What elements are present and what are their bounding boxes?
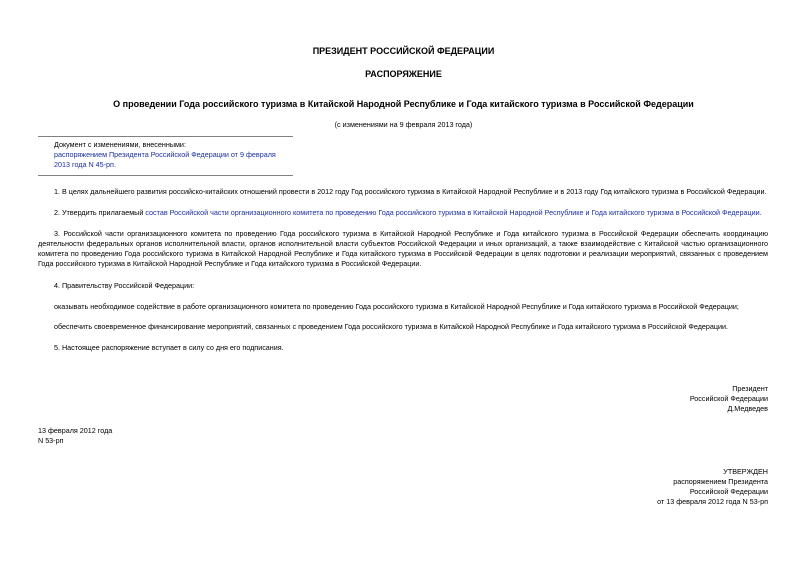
paragraph-5: 5. Настоящее распоряжение вступает в силу со дня его подписания. <box>54 343 284 352</box>
date-block <box>38 426 112 446</box>
document-date: 13 февраля 2012 года <box>38 426 113 435</box>
paragraph-4: 4. Правительству Российской Федерации: <box>54 281 195 290</box>
approval-line-3: Российской Федерации <box>689 487 768 496</box>
issuer-heading: ПРЕЗИДЕНТ РОССИЙСКОЙ ФЕДЕРАЦИИ <box>312 46 495 56</box>
paragraph-2 <box>38 208 768 218</box>
committee-composition-link[interactable]: состав Российской части организационного комитета по проведению Года российского туризма в Китайской Народной Республике и Года китайского туризма в Российской Федерации. <box>145 208 762 217</box>
paragraph-3: 3. Российской части организационного комитета по проведению Года российского туризма в Китайской Народной Республике и Года китайского туризма в Российской Федерации обеспечить координацию деятельности федеральных органов исполнительной власти, органов исполнительной власти субъектов Российской Федерации и иных организаций, а также взаимодействие с Китайской частью организационного комитета по проведению Года российского туризма в Китайской Народной Республике и Года китайского туризма в Российской Федерации в целях подготовки и реализации мероприятий, связанных с проведением Года российского туризма в Китайской Народной Республике и Года китайского туризма в Российской Федерации. <box>38 229 768 268</box>
paragraph-4-item-2: обеспечить своевременное финансирование мероприятий, связанных с проведением Года российского туризма в Китайской Народной Республике и Года китайского туризма в Российской Федерации. <box>54 322 729 331</box>
signature-country: Российской Федерации <box>689 394 768 403</box>
approval-block <box>657 467 768 507</box>
approval-line-2: распоряжением Президента <box>673 477 768 486</box>
amendment-box <box>38 136 293 176</box>
paragraph-2-text: 2. Утвердить прилагаемый <box>54 208 146 217</box>
amendment-link[interactable]: распоряжением Президента Российской Федерации от 9 февраля 2013 года N 45-рп. <box>54 150 276 169</box>
approval-heading: УТВЕРЖДЕН <box>723 467 768 476</box>
amendments-note: (с изменениями на 9 февраля 2013 года) <box>334 120 473 129</box>
signature-title: Президент <box>732 384 768 393</box>
signature-name: Д.Медведев <box>727 404 768 413</box>
signature-block <box>690 384 768 414</box>
paragraph-4-item-1: оказывать необходимое содействие в работе организационного комитета по проведению Года российского туризма в Китайской Народной Республике и Года китайского туризма в Российской Федерации; <box>54 302 739 311</box>
document-title: О проведении Года российского туризма в Китайской Народной Республике и Года китайского туризма в Российской Федерации <box>113 99 694 109</box>
paragraph-1: 1. В целях дальнейшего развития российско-китайских отношений провести в 2012 году Год российского туризма в Китайской Народной Республике и в 2013 году Год китайского туризма в Российской Федерации. <box>54 187 767 196</box>
approval-line-4: от 13 февраля 2012 года N 53-рп <box>657 497 768 506</box>
document-number: N 53-рп <box>38 436 64 445</box>
amendment-box-label: Документ с изменениями, внесенными: <box>54 140 186 149</box>
document-type-heading: РАСПОРЯЖЕНИЕ <box>365 69 442 79</box>
